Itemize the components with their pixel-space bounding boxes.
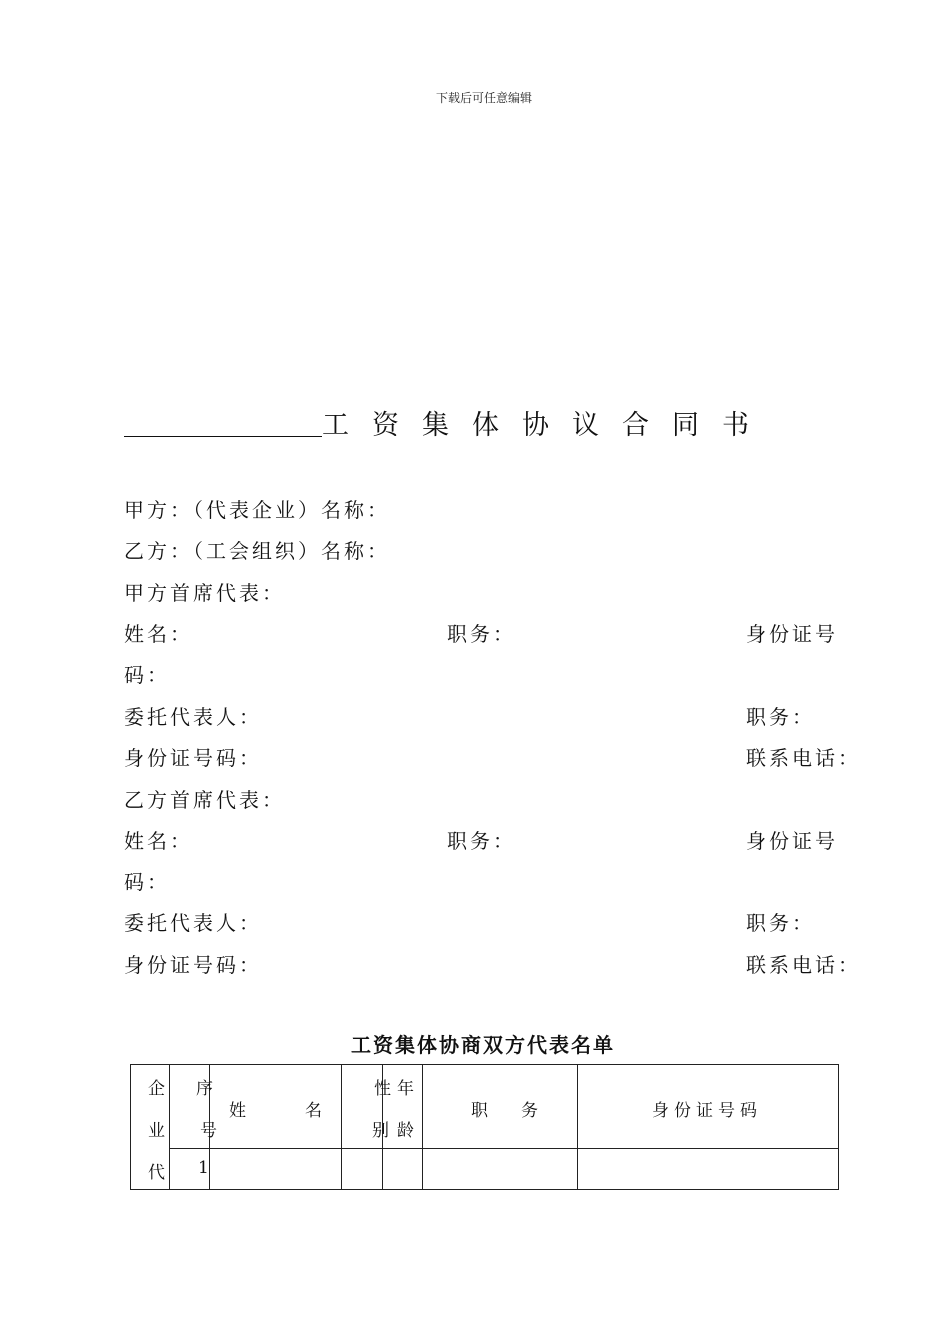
table-border-right bbox=[838, 1064, 839, 1190]
document-title: 工资集体协议合同书 bbox=[322, 410, 772, 441]
party-b-chief-id-label-cont: 码： bbox=[124, 870, 170, 894]
table-border-left bbox=[130, 1064, 131, 1190]
title-blank-line bbox=[124, 436, 322, 437]
table-title: 工资集体协商双方代表名单 bbox=[351, 1033, 615, 1057]
col-header-position: 职 bbox=[471, 1101, 488, 1121]
party-b-chief-position-label: 职务： bbox=[447, 829, 516, 853]
table-border-bottom bbox=[130, 1189, 839, 1190]
col-header-age: 年 bbox=[397, 1079, 414, 1099]
table-side-label: 业 bbox=[148, 1121, 165, 1141]
col-header-gender: 别 bbox=[372, 1121, 389, 1141]
table-col-divider bbox=[422, 1064, 423, 1190]
party-a-agent-label: 委托代表人： bbox=[124, 705, 262, 729]
party-a-agent-phone-label: 联系电话： bbox=[746, 746, 861, 770]
party-b-agent-position-label: 职务： bbox=[746, 911, 815, 935]
party-b-chief-label: 乙方首席代表： bbox=[124, 788, 285, 812]
party-a-chief-label: 甲方首席代表： bbox=[124, 581, 285, 605]
party-a-chief-name-label: 姓名： bbox=[124, 622, 193, 646]
party-a-chief-id-label: 身份证号 bbox=[746, 622, 838, 646]
party-b-chief-id-label: 身份证号 bbox=[746, 829, 838, 853]
party-a-chief-position-label: 职务： bbox=[447, 622, 516, 646]
col-header-seq: 序 bbox=[196, 1079, 213, 1099]
party-a-name-label: 甲方：（代表企业）名称： bbox=[124, 498, 390, 522]
table-col-divider bbox=[577, 1064, 578, 1190]
col-header-name: 姓 bbox=[229, 1101, 246, 1121]
col-header-gender: 性 bbox=[374, 1079, 391, 1099]
table-col-divider bbox=[341, 1064, 342, 1190]
table-side-label: 企 bbox=[148, 1079, 165, 1099]
col-header-name: 名 bbox=[305, 1101, 322, 1121]
party-b-agent-label: 委托代表人： bbox=[124, 911, 262, 935]
col-header-age: 龄 bbox=[397, 1121, 414, 1141]
row-1-seq: 1 bbox=[198, 1158, 209, 1178]
col-header-id: 身份证号码 bbox=[652, 1101, 762, 1121]
party-a-chief-id-label-cont: 码： bbox=[124, 663, 170, 687]
party-b-name-label: 乙方：（工会组织）名称： bbox=[124, 539, 390, 563]
table-border-top bbox=[130, 1064, 839, 1065]
table-row-divider bbox=[169, 1148, 839, 1149]
party-a-agent-position-label: 职务： bbox=[746, 705, 815, 729]
col-header-seq: 号 bbox=[200, 1121, 217, 1141]
header-note: 下载后可任意编辑 bbox=[435, 91, 532, 105]
col-header-position: 务 bbox=[521, 1101, 538, 1121]
party-a-agent-id-label: 身份证号码： bbox=[124, 746, 262, 770]
party-b-agent-phone-label: 联系电话： bbox=[746, 953, 861, 977]
party-b-chief-name-label: 姓名： bbox=[124, 829, 193, 853]
table-col-divider bbox=[169, 1064, 170, 1190]
table-side-label: 代 bbox=[148, 1163, 165, 1183]
party-b-agent-id-label: 身份证号码： bbox=[124, 953, 262, 977]
